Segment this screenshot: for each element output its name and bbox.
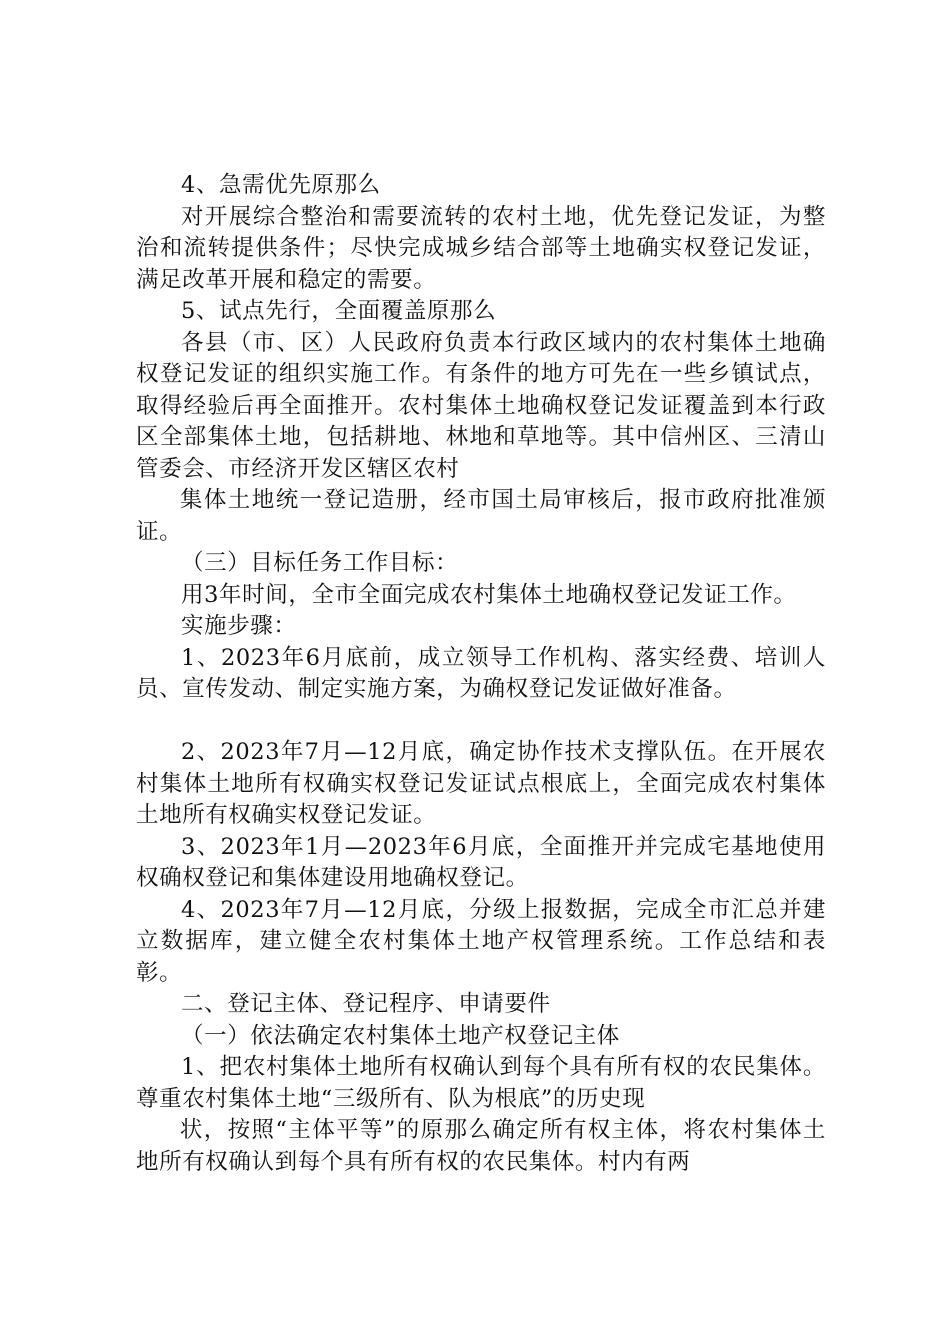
paragraph-three-year-goal: 用3年时间，全市全面完成农村集体土地确权登记发证工作。: [181, 581, 797, 608]
paragraph-ownership-continued: 状，按照“主体平等”的原那么确定所有权主体，将农村集体土地所有权确认到每个具有所有权的农民集体。村内有两: [136, 1117, 826, 1175]
subsection-heading-1: （一）依法确定农村集体土地产权登记主体: [181, 1022, 620, 1049]
paragraph-ownership-1: 1、把农村集体土地所有权确认到每个具有所有权的农民集体。尊重农村集体土地“三级所有、队为根底”的历史现: [136, 1054, 826, 1112]
step-1: 1、2023年6月底前，成立领导工作机构、落实经费、培训人员、宣传发动、制定实施方案，为确权登记发证做好准备。: [136, 644, 826, 702]
heading-implementation-steps: 实施步骤：: [181, 613, 297, 639]
paragraph-unified-registration: 集体土地统一登记造册，经市国土局审核后，报市政府批准颁证。: [136, 487, 826, 545]
section-heading-2: 二、登记主体、登记程序、申请要件: [181, 991, 551, 1017]
step-3: 3、2023年1月—2023年6月底，全面推开并完成宅基地使用权确权登记和集体建设用地确权登记。: [136, 833, 826, 891]
heading-pilot-first: 5、试点先行，全面覆盖原那么: [181, 298, 497, 324]
step-4: 4、2023年7月—12月底，分级上报数据，完成全市汇总并建立数据库，建立健全农村集体土地产权管理系统。工作总结和表彰。: [136, 896, 826, 986]
blank-line: [136, 706, 826, 738]
paragraph-county-responsibility: 各县（市、区）人民政府负责本行政区域内的农村集体土地确权登记发证的组织实施工作。有条件的地方可先在一些乡镇试点，取得经验后再全面推开。农村集体土地确权登记发证覆盖到本行政区全部集体土地，包括耕地、林地和草地等。其中信州区、三清山管委会、市经济开发区辖区农村: [136, 329, 826, 482]
heading-goals: （三）目标任务工作目标：: [181, 550, 459, 576]
paragraph-priority-registration: 对开展综合整治和需要流转的农村土地，优先登记发证，为整治和流转提供条件；尽快完成城乡结合部等土地确实权登记发证，满足改革开展和稳定的需要。: [136, 203, 826, 293]
document-body: [136, 170, 826, 1178]
step-2: 2、2023年7月—12月底，确定协作技术支撑队伍。在开展农村集体土地所有权确实权登记发证试点根底上，全面完成农村集体土地所有权确实权登记发证。: [136, 739, 826, 828]
heading-urgent-priority: 4、急需优先原那么: [181, 172, 381, 198]
